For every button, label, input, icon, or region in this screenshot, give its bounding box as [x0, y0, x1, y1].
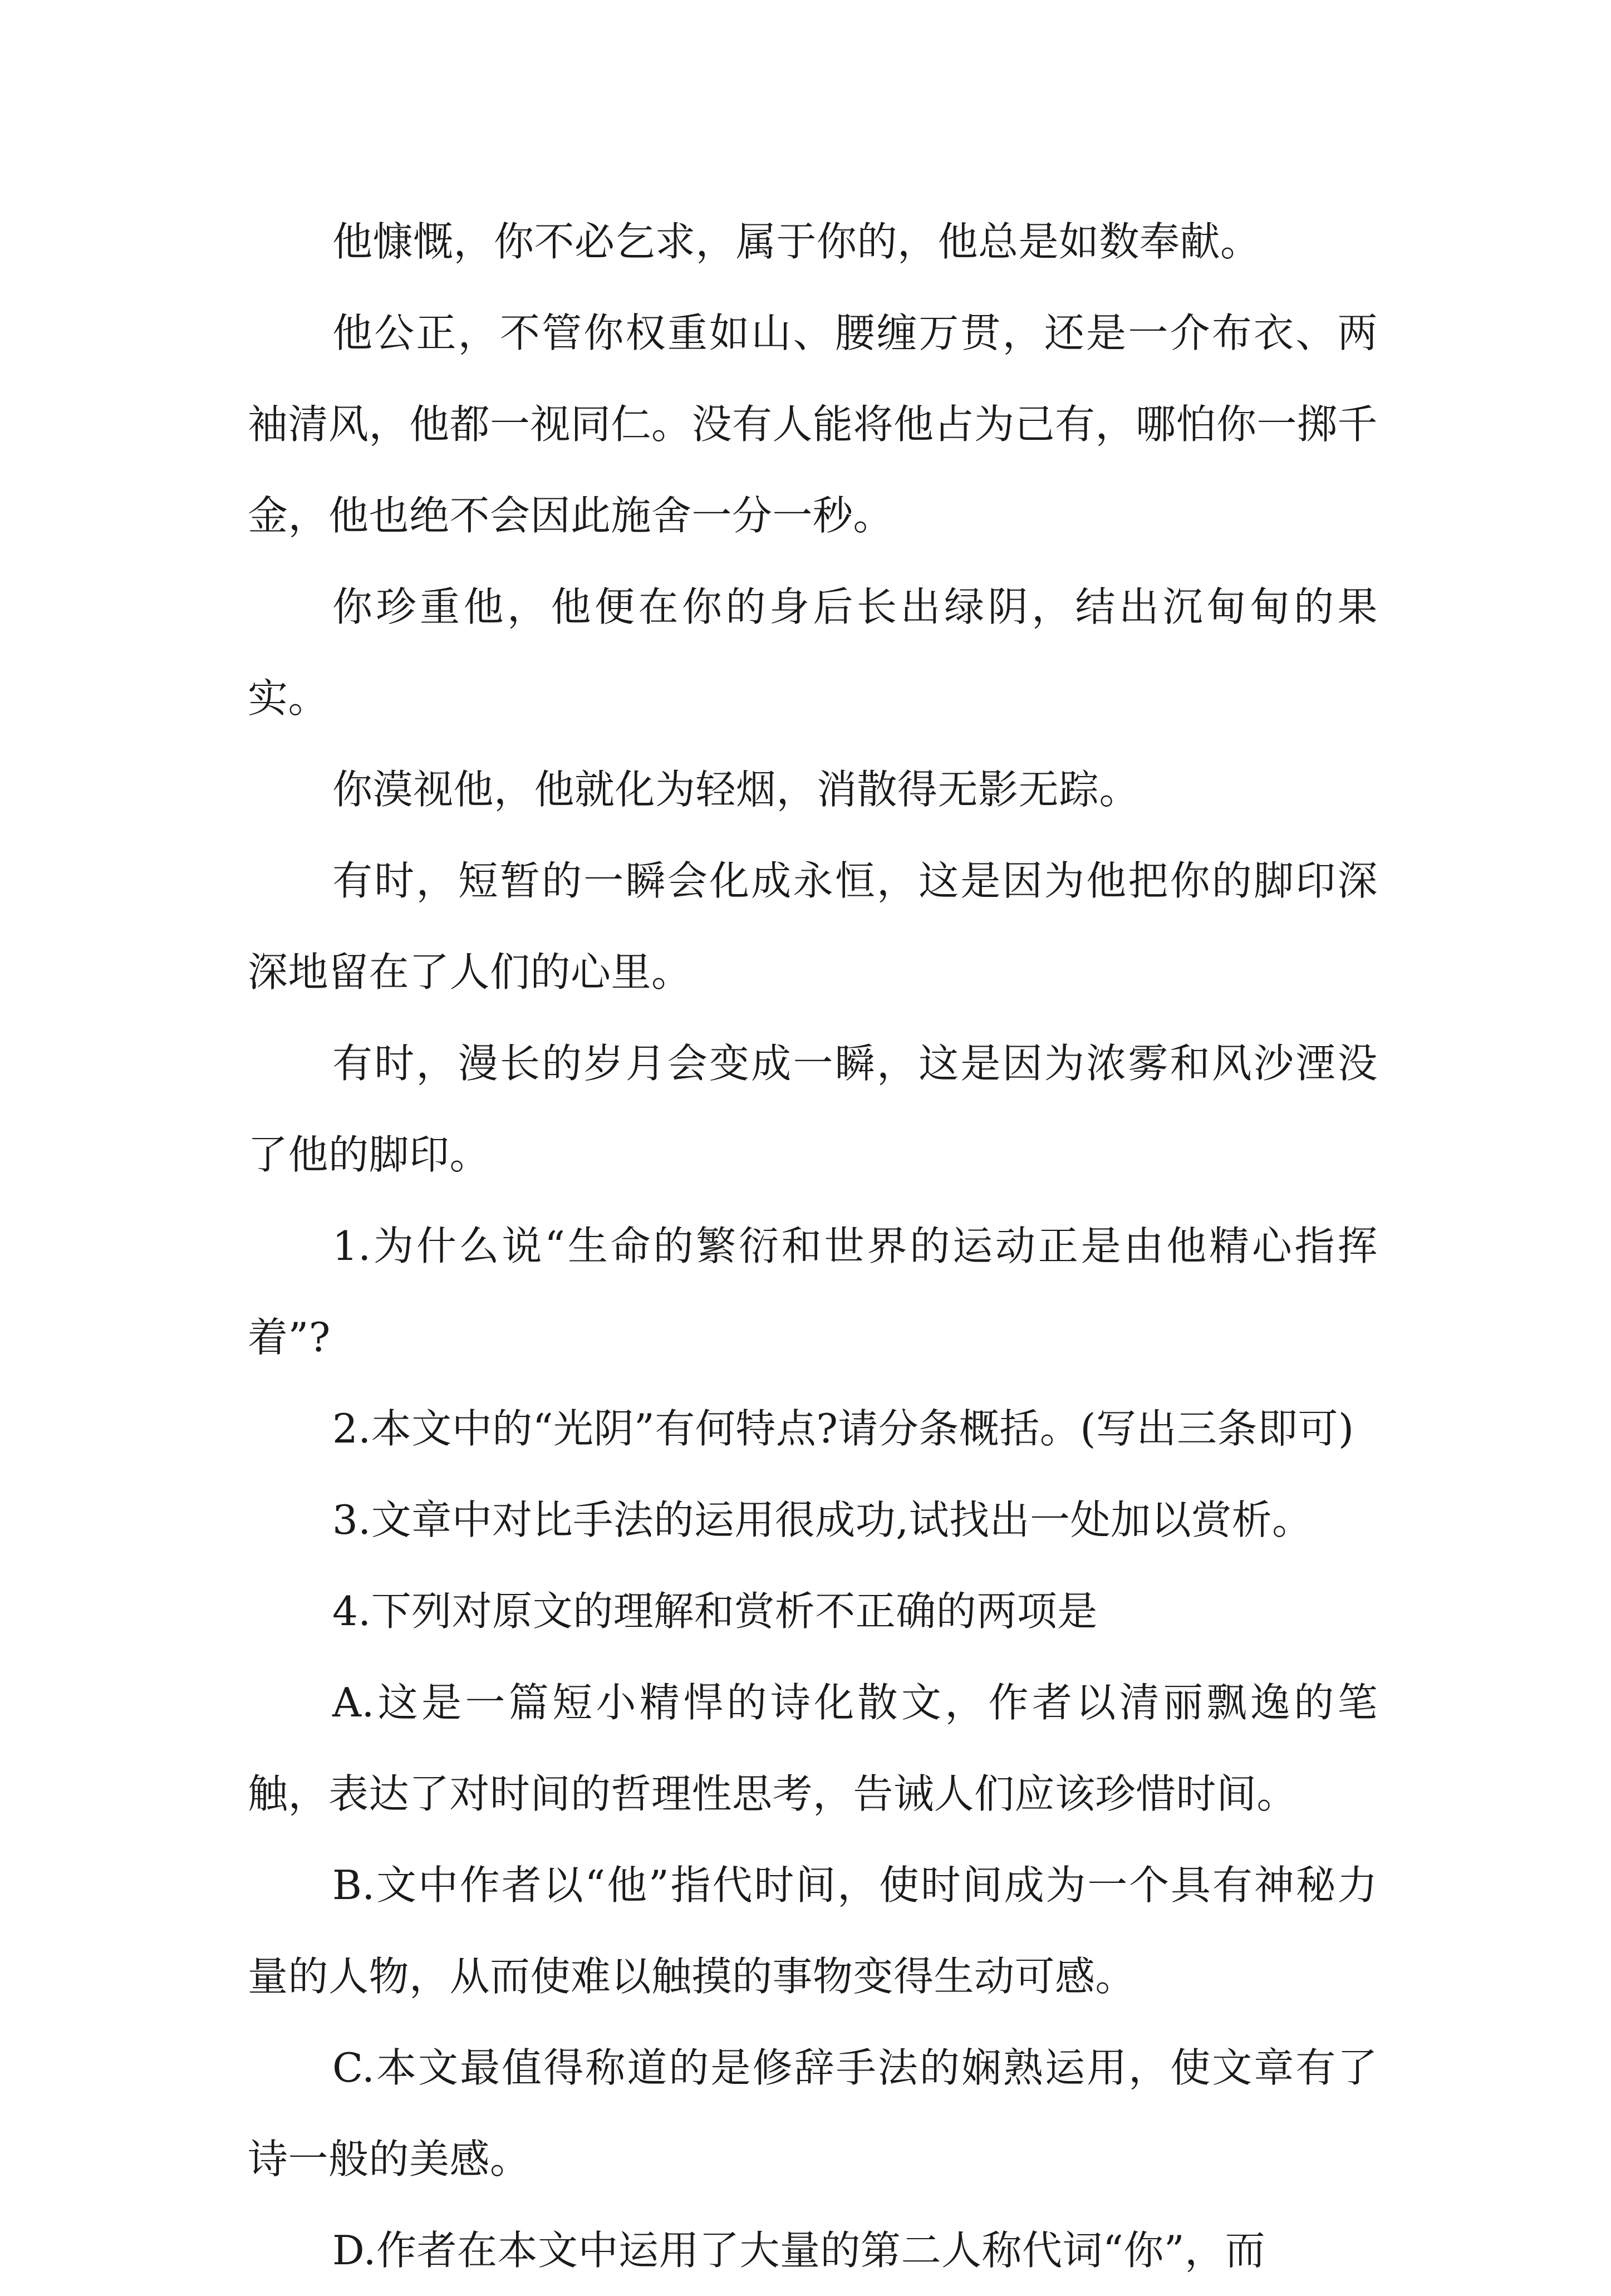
- paragraph: 他公正，不管你权重如山、腰缠万贯，还是一介布衣、两袖清风，他都一视同仁。没有人能将他占为己有，哪怕你一掷千金，他也绝不会因此施舍一分一秒。: [248, 310, 1378, 539]
- question-2: 2.本文中的“光阴”有何特点?请分条概括。(写出三条即可): [332, 1405, 1354, 1452]
- question-1: 1.为什么说“生命的繁衍和世界的运动正是由他精心指挥着”?: [248, 1223, 1378, 1361]
- paragraph: 你漠视他，他就化为轻烟，消散得无影无踪。: [332, 766, 1140, 813]
- question-4: 4.下列对原文的理解和赏析不正确的两项是: [332, 1588, 1098, 1635]
- paragraph: 有时，短暂的一瞬会化成永恒，这是因为他把你的脚印深深地留在了人们的心里。: [248, 857, 1378, 995]
- paragraph: 有时，漫长的岁月会变成一瞬，这是因为浓雾和风沙湮没了他的脚印。: [248, 1040, 1378, 1178]
- paragraph: 他慷慨，你不必乞求，属于你的，他总是如数奉献。: [332, 218, 1261, 265]
- option-c: C.本文最值得称道的是修辞手法的娴熟运用，使文章有了诗一般的美感。: [248, 2044, 1378, 2182]
- option-b: B.文中作者以“他”指代时间，使时间成为一个具有神秘力量的人物，从而使难以触摸的事物变得生动可感。: [248, 1862, 1378, 2000]
- option-a: A.这是一篇短小精悍的诗化散文，作者以清丽飘逸的笔触，表达了对时间的哲理性思考，告诫人们应该珍惜时间。: [248, 1679, 1378, 1817]
- paragraph: 你珍重他，他便在你的身后长出绿阴，结出沉甸甸的果实。: [248, 583, 1378, 722]
- document-body: [248, 196, 1378, 2296]
- question-3: 3.文章中对比手法的运用很成功,试找出一处加以赏析。: [332, 1497, 1313, 1543]
- option-d: D.作者在本文中运用了大量的第二人称代词“你”，而: [332, 2227, 1266, 2274]
